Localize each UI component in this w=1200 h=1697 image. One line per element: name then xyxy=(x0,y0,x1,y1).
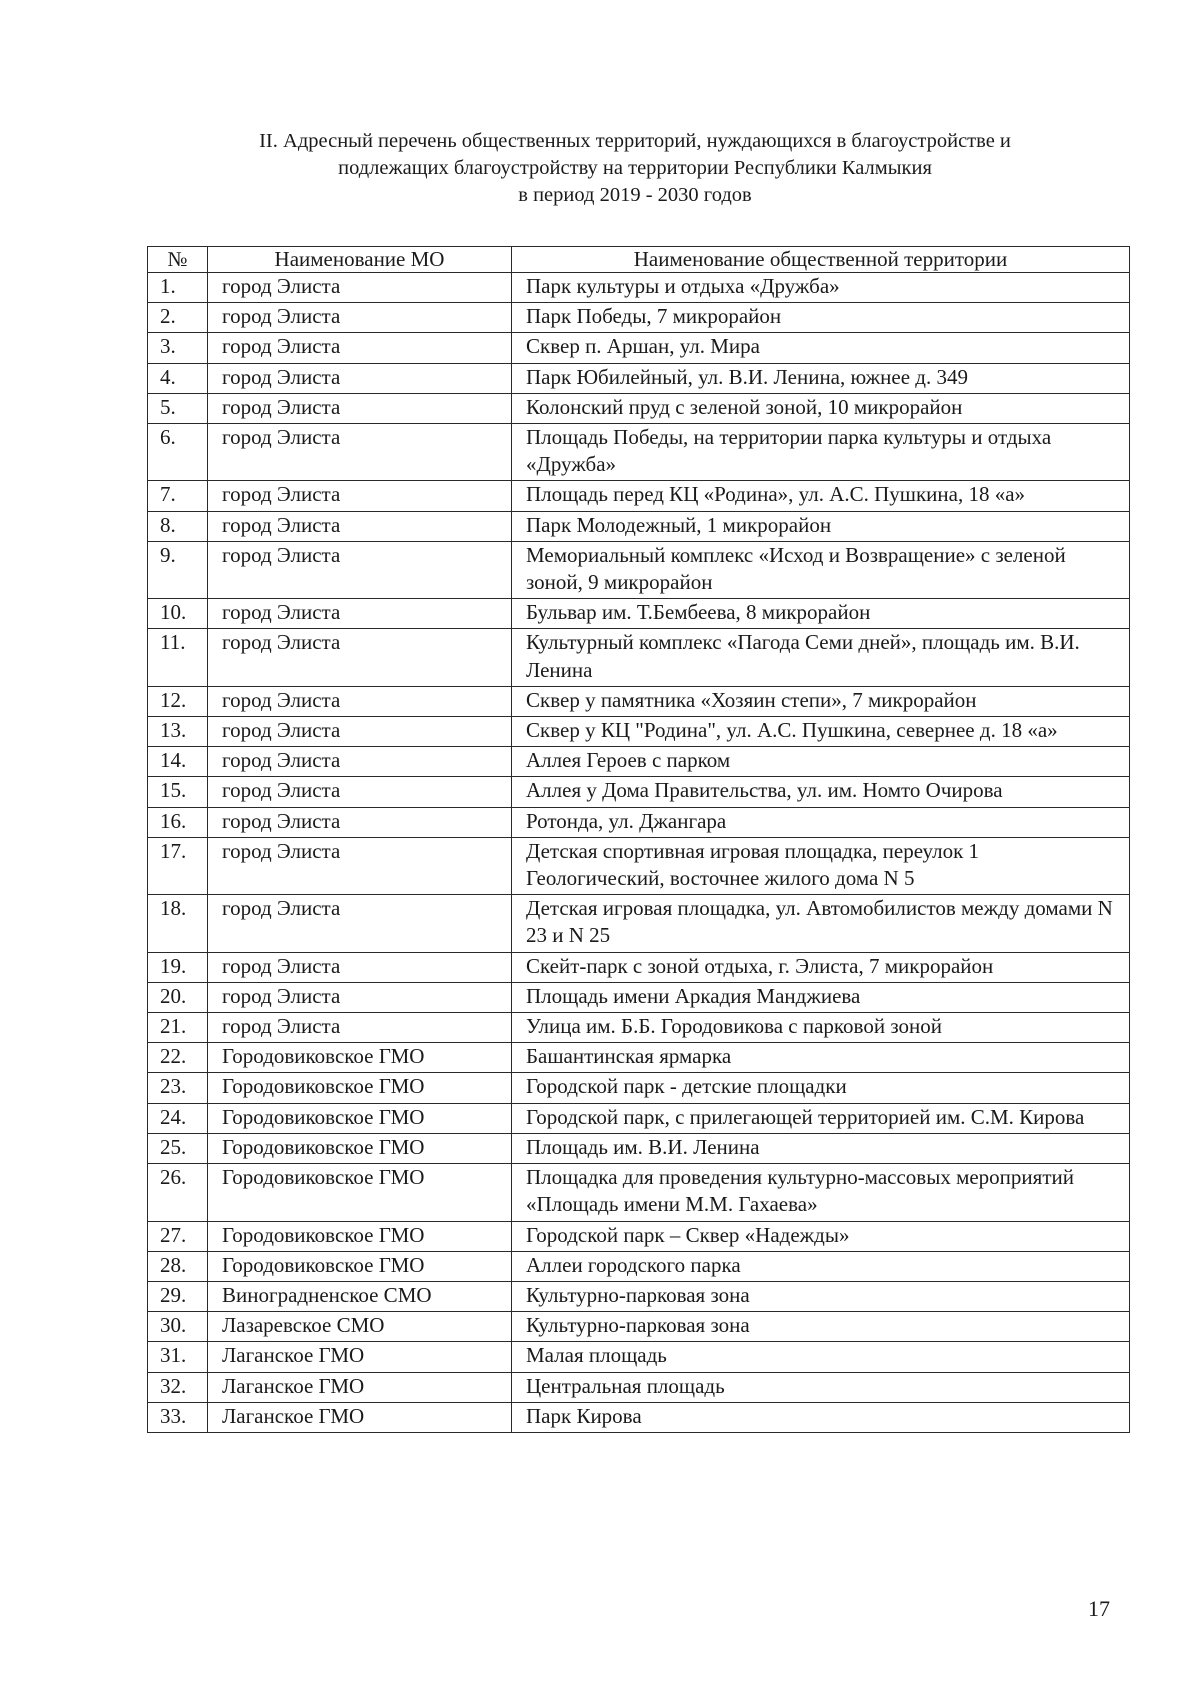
cell-territory-name: Культурный комплекс «Пагода Семи дней», площадь им. В.И. Ленина xyxy=(512,629,1130,686)
cell-number: 8. xyxy=(148,511,208,541)
table-row xyxy=(148,807,1130,837)
cell-mo-name: город Элиста xyxy=(208,629,512,686)
cell-number: 31. xyxy=(148,1342,208,1372)
table-body xyxy=(148,273,1130,1433)
cell-territory-name: Площадь имени Аркадия Манджиева xyxy=(512,982,1130,1012)
cell-mo-name: Лазаревское СМО xyxy=(208,1312,512,1342)
table-row xyxy=(148,481,1130,511)
table-row xyxy=(148,599,1130,629)
cell-mo-name: город Элиста xyxy=(208,333,512,363)
cell-number: 33. xyxy=(148,1402,208,1432)
table-row xyxy=(148,686,1130,716)
cell-mo-name: город Элиста xyxy=(208,481,512,511)
cell-number: 22. xyxy=(148,1043,208,1073)
cell-number: 28. xyxy=(148,1251,208,1281)
cell-mo-name: город Элиста xyxy=(208,273,512,303)
table-row xyxy=(148,303,1130,333)
cell-mo-name: город Элиста xyxy=(208,686,512,716)
table-row xyxy=(148,895,1130,952)
page-number: 17 xyxy=(1088,1596,1110,1621)
cell-number: 7. xyxy=(148,481,208,511)
cell-mo-name: город Элиста xyxy=(208,511,512,541)
cell-mo-name: город Элиста xyxy=(208,952,512,982)
cell-mo-name: город Элиста xyxy=(208,303,512,333)
table-row xyxy=(148,1073,1130,1103)
cell-mo-name: город Элиста xyxy=(208,807,512,837)
cell-mo-name: город Элиста xyxy=(208,541,512,598)
cell-number: 24. xyxy=(148,1103,208,1133)
cell-mo-name: город Элиста xyxy=(208,424,512,481)
cell-number: 15. xyxy=(148,777,208,807)
table-row xyxy=(148,541,1130,598)
cell-mo-name: город Элиста xyxy=(208,837,512,894)
cell-number: 14. xyxy=(148,747,208,777)
table-row xyxy=(148,1164,1130,1221)
cell-number: 17. xyxy=(148,837,208,894)
cell-mo-name: Городовиковское ГМО xyxy=(208,1133,512,1163)
territories-table xyxy=(147,246,1130,1433)
cell-number: 27. xyxy=(148,1221,208,1251)
table-row xyxy=(148,1402,1130,1432)
title-line-1: II. Адресный перечень общественных территорий, нуждающихся в благоустройстве и xyxy=(259,130,1011,152)
cell-territory-name: Малая площадь xyxy=(512,1342,1130,1372)
cell-mo-name: город Элиста xyxy=(208,363,512,393)
cell-territory-name: Башантинская ярмарка xyxy=(512,1043,1130,1073)
cell-territory-name: Городской парк – Сквер «Надежды» xyxy=(512,1221,1130,1251)
cell-territory-name: Парк культуры и отдыха «Дружба» xyxy=(512,273,1130,303)
cell-territory-name: Мемориальный комплекс «Исход и Возвращение» с зеленой зоной, 9 микрорайон xyxy=(512,541,1130,598)
cell-number: 12. xyxy=(148,686,208,716)
cell-number: 3. xyxy=(148,333,208,363)
cell-number: 26. xyxy=(148,1164,208,1221)
table-row xyxy=(148,982,1130,1012)
cell-territory-name: Сквер п. Аршан, ул. Мира xyxy=(512,333,1130,363)
cell-number: 30. xyxy=(148,1312,208,1342)
table-row xyxy=(148,952,1130,982)
table-row xyxy=(148,1043,1130,1073)
cell-number: 1. xyxy=(148,273,208,303)
cell-territory-name: Городской парк, с прилегающей территорией им. С.М. Кирова xyxy=(512,1103,1130,1133)
cell-mo-name: город Элиста xyxy=(208,599,512,629)
table-row xyxy=(148,717,1130,747)
table-row xyxy=(148,1221,1130,1251)
cell-territory-name: Площадь им. В.И. Ленина xyxy=(512,1133,1130,1163)
table-row xyxy=(148,629,1130,686)
cell-number: 32. xyxy=(148,1372,208,1402)
document-title xyxy=(140,128,1130,209)
cell-number: 6. xyxy=(148,424,208,481)
cell-territory-name: Парк Кирова xyxy=(512,1402,1130,1432)
cell-number: 19. xyxy=(148,952,208,982)
cell-number: 16. xyxy=(148,807,208,837)
cell-mo-name: Городовиковское ГМО xyxy=(208,1221,512,1251)
cell-territory-name: Парк Юбилейный, ул. В.И. Ленина, южнее д. 349 xyxy=(512,363,1130,393)
cell-territory-name: Ротонда, ул. Джангара xyxy=(512,807,1130,837)
cell-territory-name: Культурно-парковая зона xyxy=(512,1312,1130,1342)
table-row xyxy=(148,1312,1130,1342)
column-header-number: № xyxy=(148,247,208,273)
cell-mo-name: город Элиста xyxy=(208,747,512,777)
table-row xyxy=(148,1372,1130,1402)
table-row xyxy=(148,1133,1130,1163)
table-row xyxy=(148,511,1130,541)
cell-mo-name: город Элиста xyxy=(208,777,512,807)
column-header-territory: Наименование общественной территории xyxy=(512,247,1130,273)
cell-territory-name: Аллея Героев с парком xyxy=(512,747,1130,777)
table-row xyxy=(148,1103,1130,1133)
cell-number: 13. xyxy=(148,717,208,747)
title-line-2: подлежащих благоустройству на территории Республики Калмыкия xyxy=(338,157,932,179)
cell-territory-name: Площадка для проведения культурно-массовых мероприятий «Площадь имени М.М. Гахаева» xyxy=(512,1164,1130,1221)
cell-number: 21. xyxy=(148,1013,208,1043)
cell-number: 4. xyxy=(148,363,208,393)
cell-mo-name: Городовиковское ГМО xyxy=(208,1073,512,1103)
cell-number: 18. xyxy=(148,895,208,952)
cell-territory-name: Городской парк - детские площадки xyxy=(512,1073,1130,1103)
cell-mo-name: город Элиста xyxy=(208,982,512,1012)
cell-territory-name: Площадь Победы, на территории парка культуры и отдыха «Дружба» xyxy=(512,424,1130,481)
cell-number: 20. xyxy=(148,982,208,1012)
cell-territory-name: Детская игровая площадка, ул. Автомобилистов между домами N 23 и N 25 xyxy=(512,895,1130,952)
cell-territory-name: Детская спортивная игровая площадка, переулок 1 Геологический, восточнее жилого дома N 5 xyxy=(512,837,1130,894)
cell-number: 29. xyxy=(148,1281,208,1311)
cell-number: 23. xyxy=(148,1073,208,1103)
table-row xyxy=(148,837,1130,894)
cell-number: 5. xyxy=(148,393,208,423)
cell-mo-name: Лаганское ГМО xyxy=(208,1342,512,1372)
cell-territory-name: Улица им. Б.Б. Городовикова с парковой зоной xyxy=(512,1013,1130,1043)
cell-mo-name: Лаганское ГМО xyxy=(208,1372,512,1402)
cell-number: 11. xyxy=(148,629,208,686)
table-row xyxy=(148,333,1130,363)
cell-territory-name: Бульвар им. Т.Бембеева, 8 микрорайон xyxy=(512,599,1130,629)
table-row xyxy=(148,1281,1130,1311)
cell-mo-name: Городовиковское ГМО xyxy=(208,1164,512,1221)
cell-number: 25. xyxy=(148,1133,208,1163)
table-header-row xyxy=(148,247,1130,273)
table-row xyxy=(148,393,1130,423)
table-row xyxy=(148,273,1130,303)
column-header-mo: Наименование МО xyxy=(208,247,512,273)
cell-mo-name: город Элиста xyxy=(208,1013,512,1043)
cell-mo-name: Городовиковское ГМО xyxy=(208,1043,512,1073)
cell-mo-name: город Элиста xyxy=(208,717,512,747)
cell-mo-name: Виноградненское СМО xyxy=(208,1281,512,1311)
cell-territory-name: Скейт-парк с зоной отдыха, г. Элиста, 7 микрорайон xyxy=(512,952,1130,982)
cell-mo-name: Городовиковское ГМО xyxy=(208,1103,512,1133)
title-line-3: в период 2019 - 2030 годов xyxy=(518,184,752,206)
table-row xyxy=(148,424,1130,481)
table-row xyxy=(148,1013,1130,1043)
cell-mo-name: Городовиковское ГМО xyxy=(208,1251,512,1281)
cell-territory-name: Колонский пруд с зеленой зоной, 10 микрорайон xyxy=(512,393,1130,423)
cell-mo-name: Лаганское ГМО xyxy=(208,1402,512,1432)
table-row xyxy=(148,747,1130,777)
cell-mo-name: город Элиста xyxy=(208,895,512,952)
cell-territory-name: Центральная площадь xyxy=(512,1372,1130,1402)
table-row xyxy=(148,1342,1130,1372)
cell-territory-name: Парк Молодежный, 1 микрорайон xyxy=(512,511,1130,541)
cell-territory-name: Аллеи городского парка xyxy=(512,1251,1130,1281)
table-row xyxy=(148,777,1130,807)
table-row xyxy=(148,363,1130,393)
cell-territory-name: Площадь перед КЦ «Родина», ул. А.С. Пушкина, 18 «а» xyxy=(512,481,1130,511)
table-row xyxy=(148,1251,1130,1281)
cell-territory-name: Аллея у Дома Правительства, ул. им. Номто Очирова xyxy=(512,777,1130,807)
cell-number: 2. xyxy=(148,303,208,333)
cell-mo-name: город Элиста xyxy=(208,393,512,423)
cell-territory-name: Сквер у памятника «Хозяин степи», 7 микрорайон xyxy=(512,686,1130,716)
cell-territory-name: Парк Победы, 7 микрорайон xyxy=(512,303,1130,333)
cell-territory-name: Культурно-парковая зона xyxy=(512,1281,1130,1311)
cell-number: 9. xyxy=(148,541,208,598)
cell-territory-name: Сквер у КЦ "Родина", ул. А.С. Пушкина, севернее д. 18 «а» xyxy=(512,717,1130,747)
cell-number: 10. xyxy=(148,599,208,629)
